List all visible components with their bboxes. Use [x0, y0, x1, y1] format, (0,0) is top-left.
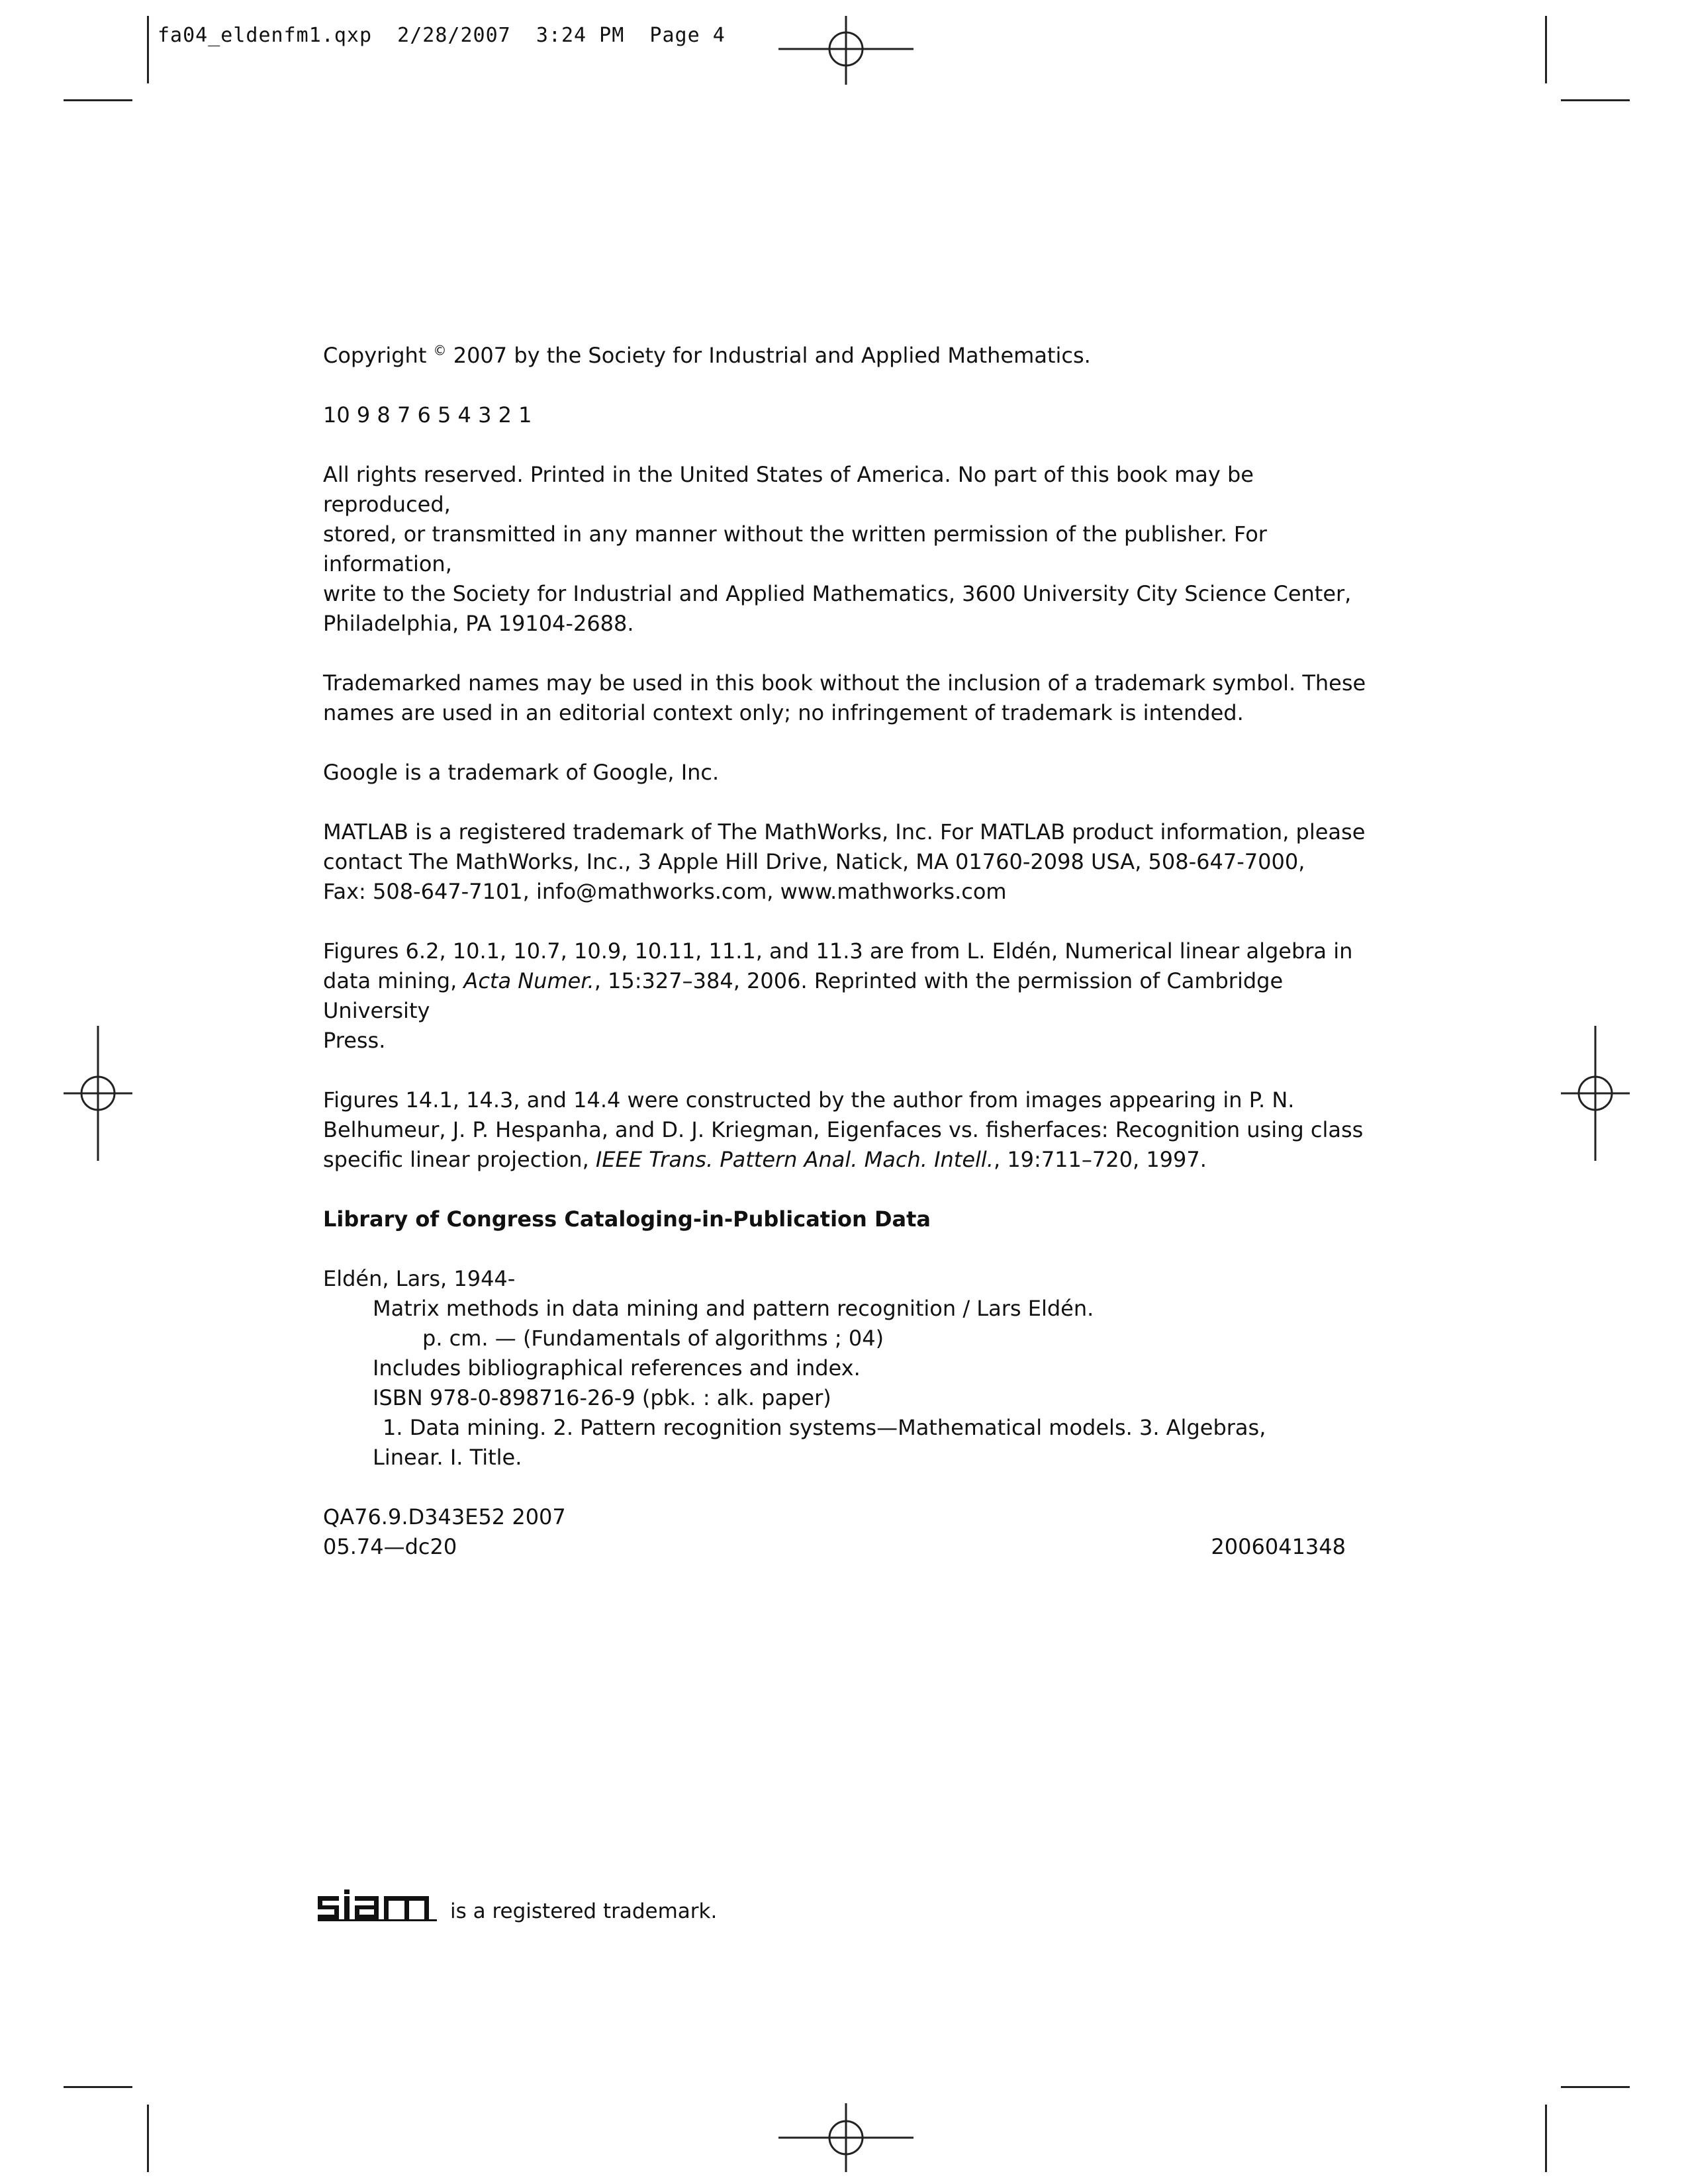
cip-subjects-continued: Linear. I. Title.	[373, 1445, 522, 1470]
siam-trademark-line	[318, 1889, 717, 1921]
crop-mark-tr-horizontal	[1561, 99, 1630, 101]
crop-mark-tl-vertical	[147, 16, 149, 83]
crop-mark-br-vertical	[1545, 2105, 1547, 2172]
figures-credit-paragraph-2: Figures 14.1, 14.3, and 14.4 were constructed by the author from images appearing in P. N. Belhumeur, J. P. Hespanha, and D. J. Kriegman, Eigenfaces vs. fisherfaces: Recognition using class specific linear projection, IEEE Trans. Pattern Anal. Mach. Intell., 19:711–720, 1997.	[323, 1087, 1364, 1172]
print-slug	[158, 24, 726, 47]
crop-mark-bl-horizontal	[64, 2086, 132, 2088]
lccn-number: 2006041348	[1211, 1534, 1346, 1559]
lc-class-number: QA76.9.D343E52 2007	[323, 1504, 566, 1529]
cip-classification	[323, 1502, 1382, 1562]
dewey-number: 05.74—dc20	[323, 1534, 457, 1559]
registration-mark-top-icon	[778, 16, 914, 85]
slug-page: Page 4	[649, 24, 726, 47]
cip-isbn: ISBN 978-0-898716-26-9 (pbk. : alk. paper)	[373, 1385, 831, 1410]
crop-mark-tl-horizontal	[64, 99, 132, 101]
cip-heading: Library of Congress Cataloging-in-Publication Data	[323, 1206, 931, 1232]
registration-mark-left-icon	[64, 1026, 132, 1161]
rights-paragraph: All rights reserved. Printed in the United States of America. No part of this book may be reproduced, stored, or transmitted in any manner without the written permission of the publisher. For information, write to the Society for Industrial and Applied Mathematics, 3600 University City Science Center, Philadelphia, PA 19104-2688.	[323, 462, 1352, 636]
slug-file: fa04_eldenfm1.qxp	[158, 24, 373, 47]
siam-logo-icon	[318, 1889, 437, 1921]
matlab-paragraph: MATLAB is a registered trademark of The MathWorks, Inc. For MATLAB product information, please contact The MathWorks, Inc., 3 Apple Hill Drive, Natick, MA 01760-2098 USA, 508-647-7000, Fax: 508-647-7101, info@mathworks.com, www.mathworks.com	[323, 819, 1366, 904]
printing-line: 10 9 8 7 6 5 4 3 2 1	[323, 402, 532, 428]
trademark-paragraph: Trademarked names may be used in this book without the inclusion of a trademark symbol. These names are used in an editorial context only; no infringement of trademark is intended.	[323, 670, 1366, 725]
figures-credit-paragraph-1: Figures 6.2, 10.1, 10.7, 10.9, 10.11, 11.1, and 11.3 are from L. Eldén, Numerical linear algebra in data mining, Acta Numer., 15:327–384, 2006. Reprinted with the permission of Cambridge University Press.	[323, 938, 1353, 1053]
copyright-line: Copyright © 2007 by the Society for Industrial and Applied Mathematics.	[323, 342, 1091, 368]
cip-subjects: 1. Data mining. 2. Pattern recognition systems—Mathematical models. 3. Algebras,	[383, 1415, 1266, 1440]
slug-date: 2/28/2007	[397, 24, 511, 47]
copyright-symbol: ©	[433, 342, 447, 359]
cip-bibliography: Includes bibliographical references and index.	[373, 1355, 861, 1381]
registration-mark-bottom-icon	[778, 2103, 914, 2172]
siam-trademark-text: is a registered trademark.	[450, 1899, 718, 1923]
cip-record	[323, 1264, 1382, 1473]
registration-mark-right-icon	[1561, 1026, 1630, 1161]
slug-time: 3:24 PM	[536, 24, 625, 47]
cip-series: p. cm. — (Fundamentals of algorithms ; 04)	[422, 1326, 884, 1351]
crop-mark-br-horizontal	[1561, 2086, 1630, 2088]
cip-author: Eldén, Lars, 1944-	[323, 1266, 516, 1291]
copyright-page-content	[323, 341, 1382, 1562]
cip-title: Matrix methods in data mining and pattern recognition / Lars Eldén.	[373, 1296, 1094, 1321]
google-trademark-paragraph: Google is a trademark of Google, Inc.	[323, 760, 720, 785]
crop-mark-tr-vertical	[1545, 16, 1547, 83]
crop-mark-bl-vertical	[147, 2105, 149, 2172]
